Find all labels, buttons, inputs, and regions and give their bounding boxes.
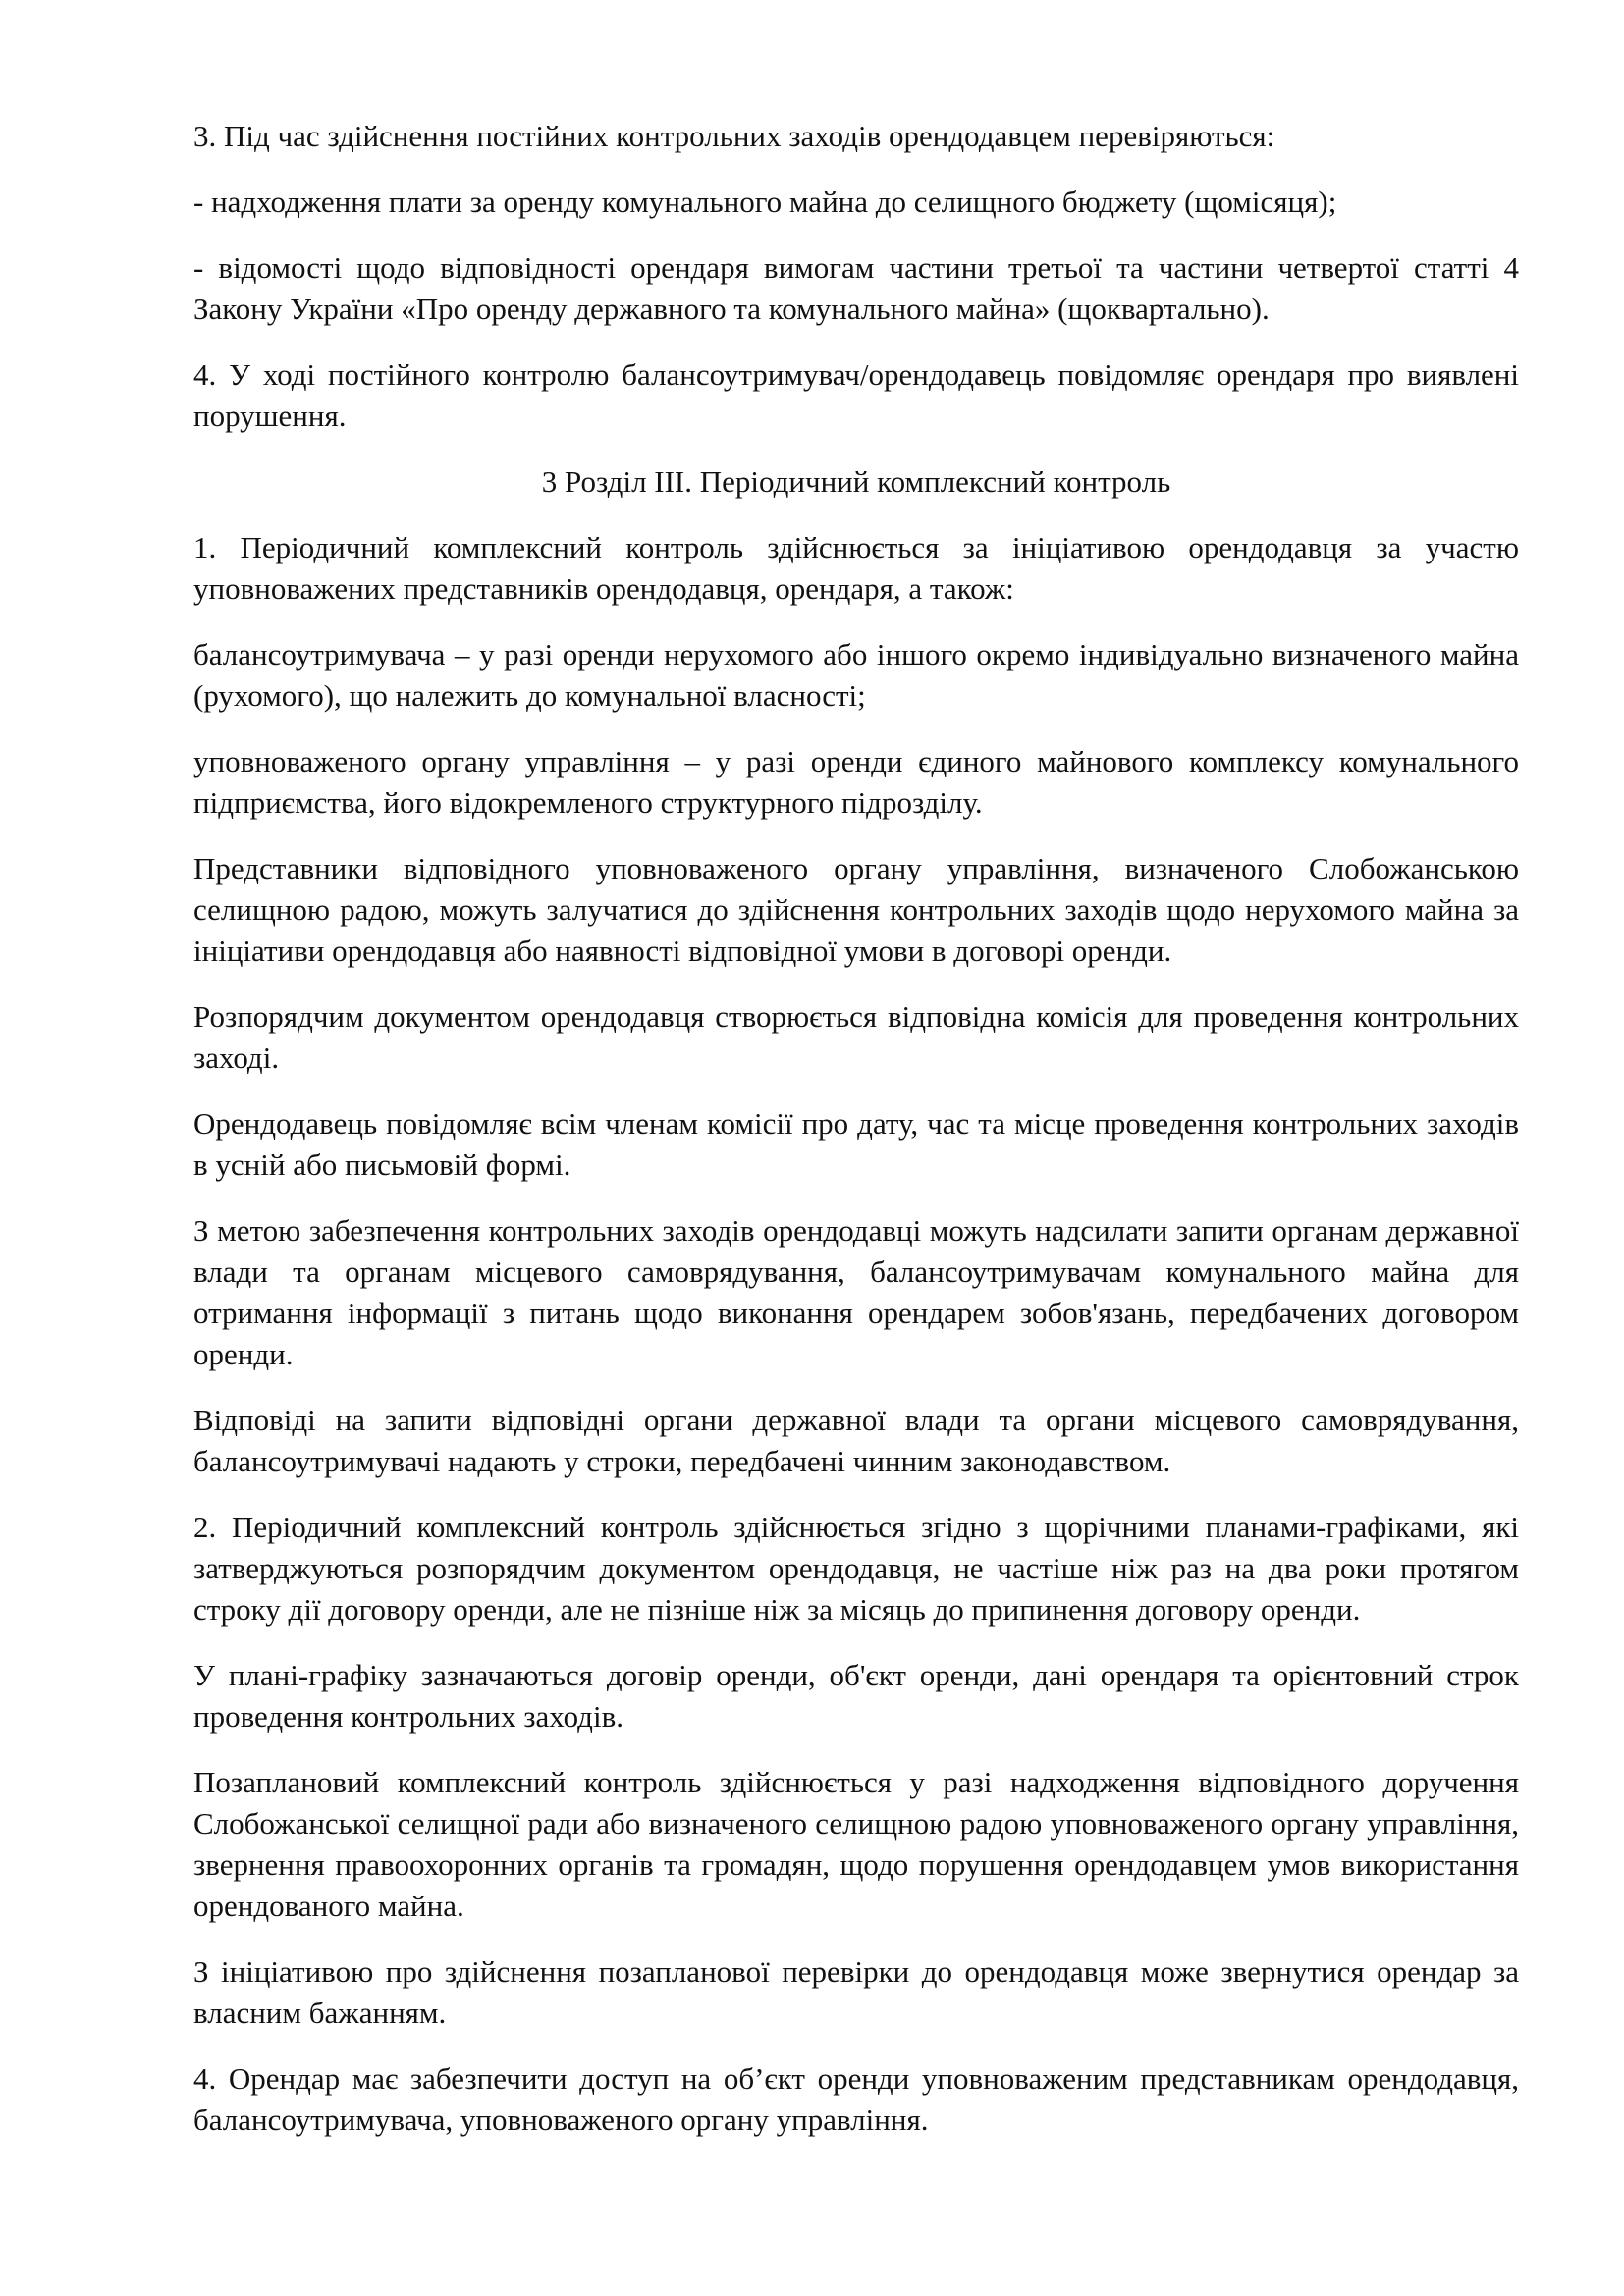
paragraph-notification: Орендодавець повідомляє всім членам комісії про дату, час та місце проведення контрольних заходів в усній або письмовій формі. xyxy=(193,1106,1519,1182)
paragraph-schedule: 2. Періодичний комплексний контроль здійснюється згідно з щорічними планами-графіками, які затверджуються розпорядчим документом орендодавця, не частіше ніж раз на два роки протягом строку дії договору оренди, але не пізніше ніж за місяць до припинення договору оренди. xyxy=(193,1510,1519,1627)
paragraph-responses: Відповіді на запити відповідні органи державної влади та органи місцевого самоврядування, балансоутримувачі надають у строки, передбачені чинним законодавством. xyxy=(193,1403,1519,1478)
paragraph-requests: З метою забезпечення контрольних заходів орендодавці можуть надсилати запити органам державної влади та органам місцевого самоврядування, балансоутримувачам комунального майна для отримання інформації з питань щодо виконання орендарем зобов'язань, передбачених договором оренди. xyxy=(193,1213,1519,1371)
paragraph-representatives: Представники відповідного уповноваженого органу управління, визначеного Слобожанською селищною радою, можуть залучатися до здійснення контрольних заходів щодо нерухомого майна за ініціативи орендодавця або наявності відповідної умови в договорі оренди. xyxy=(193,851,1519,968)
paragraph-item-3: 3. Під час здійснення постійних контрольних заходів орендодавцем перевіряються: xyxy=(193,119,1275,153)
paragraph-unscheduled-control: Позаплановий комплексний контроль здійснюється у разі надходження відповідного доручення Слобожанської селищної ради або визначеного селищною радою уповноваженого органу управління, звернення правоохоронних органів та громадян, щодо порушення орендодавцем умов використання орендованого майна. xyxy=(193,1765,1519,1923)
paragraph-schedule-contents: У плані-графіку зазначаються договір оренди, об'єкт оренди, дані орендаря та орієнтовний строк проведення контрольних заходів. xyxy=(193,1658,1519,1734)
paragraph-balance-holder: балансоутримувача – у разі оренди нерухомого або іншого окремо індивідуально визначеного майна (рухомого), що належить до комунальної власності; xyxy=(193,637,1519,713)
paragraph-access: 4. Орендар має забезпечити доступ на об’єкт оренди уповноваженим представникам орендодавця, балансоутримувача, уповноваженого органу управління. xyxy=(193,2061,1519,2137)
section-heading: 3 Розділ ІІІ. Періодичний комплексний контроль xyxy=(541,464,1171,499)
paragraph-item-4-violations: 4. У ході постійного контролю балансоутримувач/орендодавець повідомляє орендаря про виявлені порушення. xyxy=(193,357,1519,433)
paragraph-tenant-compliance: - відомості щодо відповідності орендаря вимогам частини третьої та частини четвертої статті 4 Закону України «Про оренду державного та комунального майна» (щоквартально). xyxy=(193,250,1519,326)
paragraph-authorized-body: уповноваженого органу управління – у разі оренди єдиного майнового комплексу комунального підприємства, його відокремленого структурного підрозділу. xyxy=(193,744,1519,820)
paragraph-tenant-initiative: З ініціативою про здійснення позапланової перевірки до орендодавця може звернутися орендар за власним бажанням. xyxy=(193,1954,1519,2030)
paragraph-periodic-control: 1. Періодичний комплексний контроль здійснюється за ініціативою орендодавця за участю уповноважених представників орендодавця, орендаря, а також: xyxy=(193,530,1519,606)
paragraph-commission: Розпорядчим документом орендодавця створюється відповідна комісія для проведення контрольних заході. xyxy=(193,999,1519,1075)
document-page xyxy=(193,116,1519,2165)
paragraph-rent-income: - надходження плати за оренду комунального майна до селищного бюджету (щомісяця); xyxy=(193,185,1337,219)
